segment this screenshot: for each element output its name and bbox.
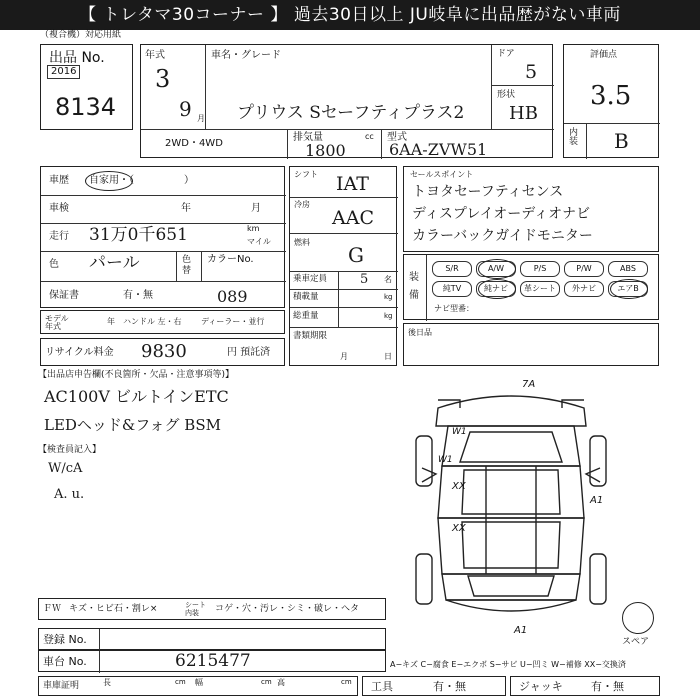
size-cm-1: cm (175, 678, 186, 686)
teiin-label: 乗車定員 (293, 274, 328, 284)
keijo-value: HB (509, 103, 538, 124)
shift-label: シフト (294, 170, 318, 179)
door-value: 5 (525, 61, 538, 83)
equip-airbag: エアB (608, 281, 648, 297)
haikiryo-label: 排気量 (293, 132, 323, 143)
door-label: ドア (497, 49, 515, 59)
fw-text-1: キズ・ヒビ石・割レ× (69, 604, 158, 614)
sales-point-box (403, 166, 659, 252)
mark-left-fender: W1 (452, 427, 467, 437)
fw-text-2: コゲ・穴・汚レ・シミ・破レ・へタ (215, 604, 360, 614)
katashiki-label: 型式 (387, 132, 407, 143)
equip-ps: P/S (520, 261, 560, 277)
later-items-label: 後日品 (408, 328, 432, 337)
hoshosho-value: 有・無 (123, 290, 153, 301)
remarks-title: 【出品店申告欄(不良箇所・欠品・注意事項等)】 (38, 370, 235, 380)
color-no-value: 089 (217, 287, 248, 306)
chassis-label: 車台 No. (43, 655, 87, 668)
month-unit: 月 (197, 114, 205, 123)
equip-pw: P/W (564, 261, 604, 277)
toroku-row (38, 628, 386, 650)
recycle-unit: 円 預託済 (227, 347, 271, 358)
cc-unit: cc (365, 132, 374, 141)
jack-value: 有・無 (591, 680, 624, 693)
rekishi-value: 自家用・（ ） (89, 175, 194, 186)
haikiryo-value: 1800 (305, 141, 346, 160)
nenshiki-value: 3 (155, 65, 171, 93)
size-taka: 高 (277, 678, 285, 687)
size-cm-2: cm (261, 678, 272, 686)
nenryo-value: G (348, 243, 364, 267)
equip-sr: S/R (432, 261, 472, 277)
inspector-line-2: A. u. (54, 487, 85, 502)
lot-number-box (40, 44, 133, 130)
recycle-box (40, 338, 285, 366)
shorui-month: 月 (340, 352, 348, 361)
size-row (38, 676, 358, 696)
mark-right-door: A1 (590, 495, 604, 506)
soju-label: 総重量 (293, 311, 319, 321)
teiin-value: 5 (360, 272, 369, 287)
month-value: 9 (179, 97, 192, 121)
naiso-value: B (614, 129, 629, 153)
remarks-line-2: LEDヘッド&フォグ BSM (44, 416, 221, 434)
nenshiki-label: 年式 (145, 50, 165, 61)
drive-label: 2WD・4WD (165, 138, 223, 149)
jikayo-circle (85, 171, 133, 191)
model-year: 年 (107, 317, 115, 326)
fw-row (38, 598, 386, 620)
katashiki-value: 6AA-ZVW51 (389, 140, 488, 159)
equipment-box (403, 254, 659, 320)
tools-value: 有・無 (433, 680, 466, 693)
damage-legend: A−キズ C−腐食 E−エクボ S−サビ U−凹ミ W−補修 XX−交換済 (390, 660, 626, 669)
hyoka-label: 評価点 (590, 50, 618, 60)
iro-change-label: 色替 (182, 255, 192, 276)
shift-value: IAT (336, 173, 369, 195)
spare-tire-icon (622, 602, 654, 634)
soko-unit-km: km (247, 224, 260, 233)
spare-label: スペア (622, 637, 650, 647)
sekisai-unit: kg (384, 293, 393, 301)
sales-point-label: セールスポイント (410, 170, 474, 179)
history-box (40, 166, 285, 308)
recycle-value: 9830 (141, 341, 187, 362)
lot-number: 8134 (55, 93, 117, 121)
hoshosho-label: 保証書 (49, 290, 79, 301)
mark-door-2: XX (452, 523, 466, 534)
soko-value: 31万0千651 (89, 225, 188, 245)
chassis-row (38, 650, 386, 672)
inspector-line-1: W/cA (48, 461, 83, 476)
iro-value: パール (89, 253, 140, 273)
shaken-month: 月 (251, 203, 261, 214)
shamei-label: 車名・グレード (211, 50, 281, 61)
mark-front: 7A (522, 379, 536, 390)
color-no-label: カラーNo. (207, 254, 254, 265)
car-damage-diagram (408, 378, 614, 640)
navi-mark (478, 279, 516, 299)
equip-extnavi: 外ナビ (564, 281, 604, 297)
toroku-label: 登録 No. (43, 633, 87, 646)
evaluation-box (563, 44, 659, 158)
remarks-line-1: AC100V ビルトインETC (44, 387, 229, 406)
model-row (40, 310, 285, 334)
specs-box (289, 166, 397, 366)
shaken-year: 年 (181, 203, 191, 214)
hyoka-value: 3.5 (590, 81, 632, 111)
jack-label: ジャッキ (519, 680, 563, 693)
tools-box (362, 676, 506, 696)
size-label: 車庫証明 (43, 681, 80, 691)
reibo-value: AAC (332, 207, 374, 229)
dealer-label: ディーラー・並行 (201, 317, 265, 326)
handle-label: ハンドル 左・右 (123, 317, 182, 326)
equip-leather: 革シート (520, 281, 560, 297)
seat-label: シート内装 (185, 601, 206, 617)
model-label: モデル年式 (45, 314, 69, 331)
banner-title: 【 トレタマ30コーナー 】 過去30日以上 JU岐阜に出品歴がない車両 (0, 0, 700, 30)
sales-point-line-3: カラーバックガイドモニター (412, 228, 593, 244)
soko-unit-mile: マイル (247, 237, 271, 246)
mark-left-rear: W1 (438, 455, 453, 465)
jack-box (510, 676, 660, 696)
lot-label: 出品 No. (49, 50, 105, 66)
equip-tv: 純TV (432, 281, 472, 297)
equip-abs: ABS (608, 261, 648, 277)
sales-point-line-2: ディスプレイオーディオナビ (412, 206, 591, 222)
mark-door-1: XX (452, 481, 466, 492)
size-cm-3: cm (341, 678, 352, 686)
inspector-title: 【検査員記入】 (38, 445, 102, 455)
shamei-value: プリウス Sセーフティプラス2 (237, 103, 465, 123)
fw-label: ＦＷ (43, 604, 62, 614)
size-haba: 幅 (195, 678, 203, 687)
tools-label: 工具 (371, 680, 393, 693)
later-items-box (403, 323, 659, 366)
teiin-unit: 名 (384, 275, 392, 284)
shaken-label: 車検 (49, 203, 69, 214)
lot-year-tag: 2016 (47, 65, 80, 79)
mark-rear: A1 (514, 625, 528, 636)
sekisai-label: 積載量 (293, 292, 319, 302)
naiso-label: 内装 (569, 128, 579, 147)
aw-mark (478, 259, 516, 279)
rekishi-label: 車歴 (49, 175, 69, 186)
recycle-label: リサイクル料金 (45, 347, 114, 358)
chassis-value: 6215477 (175, 651, 251, 671)
navi-model-label: ナビ型番： (434, 304, 474, 313)
soko-label: 走行 (49, 231, 69, 242)
reibo-label: 冷房 (294, 200, 310, 209)
keijo-label: 形状 (497, 90, 516, 100)
size-naga: 長 (103, 678, 111, 687)
sales-point-line-1: トヨタセーフティセンス (412, 184, 564, 200)
shorui-label: 書類期限 (293, 331, 328, 341)
shorui-day: 日 (384, 352, 392, 361)
airbag-mark (610, 279, 648, 299)
nenryo-label: 燃料 (294, 238, 310, 247)
equipment-label: 装備 (409, 272, 419, 301)
equip-aw: A/W (476, 261, 516, 277)
sub-note: （複合機）対応用紙 (40, 30, 122, 40)
soju-unit: kg (384, 312, 393, 320)
iro-label: 色 (49, 259, 59, 270)
equip-navi: 純ナビ (476, 281, 516, 297)
vehicle-meta-box (140, 44, 553, 158)
